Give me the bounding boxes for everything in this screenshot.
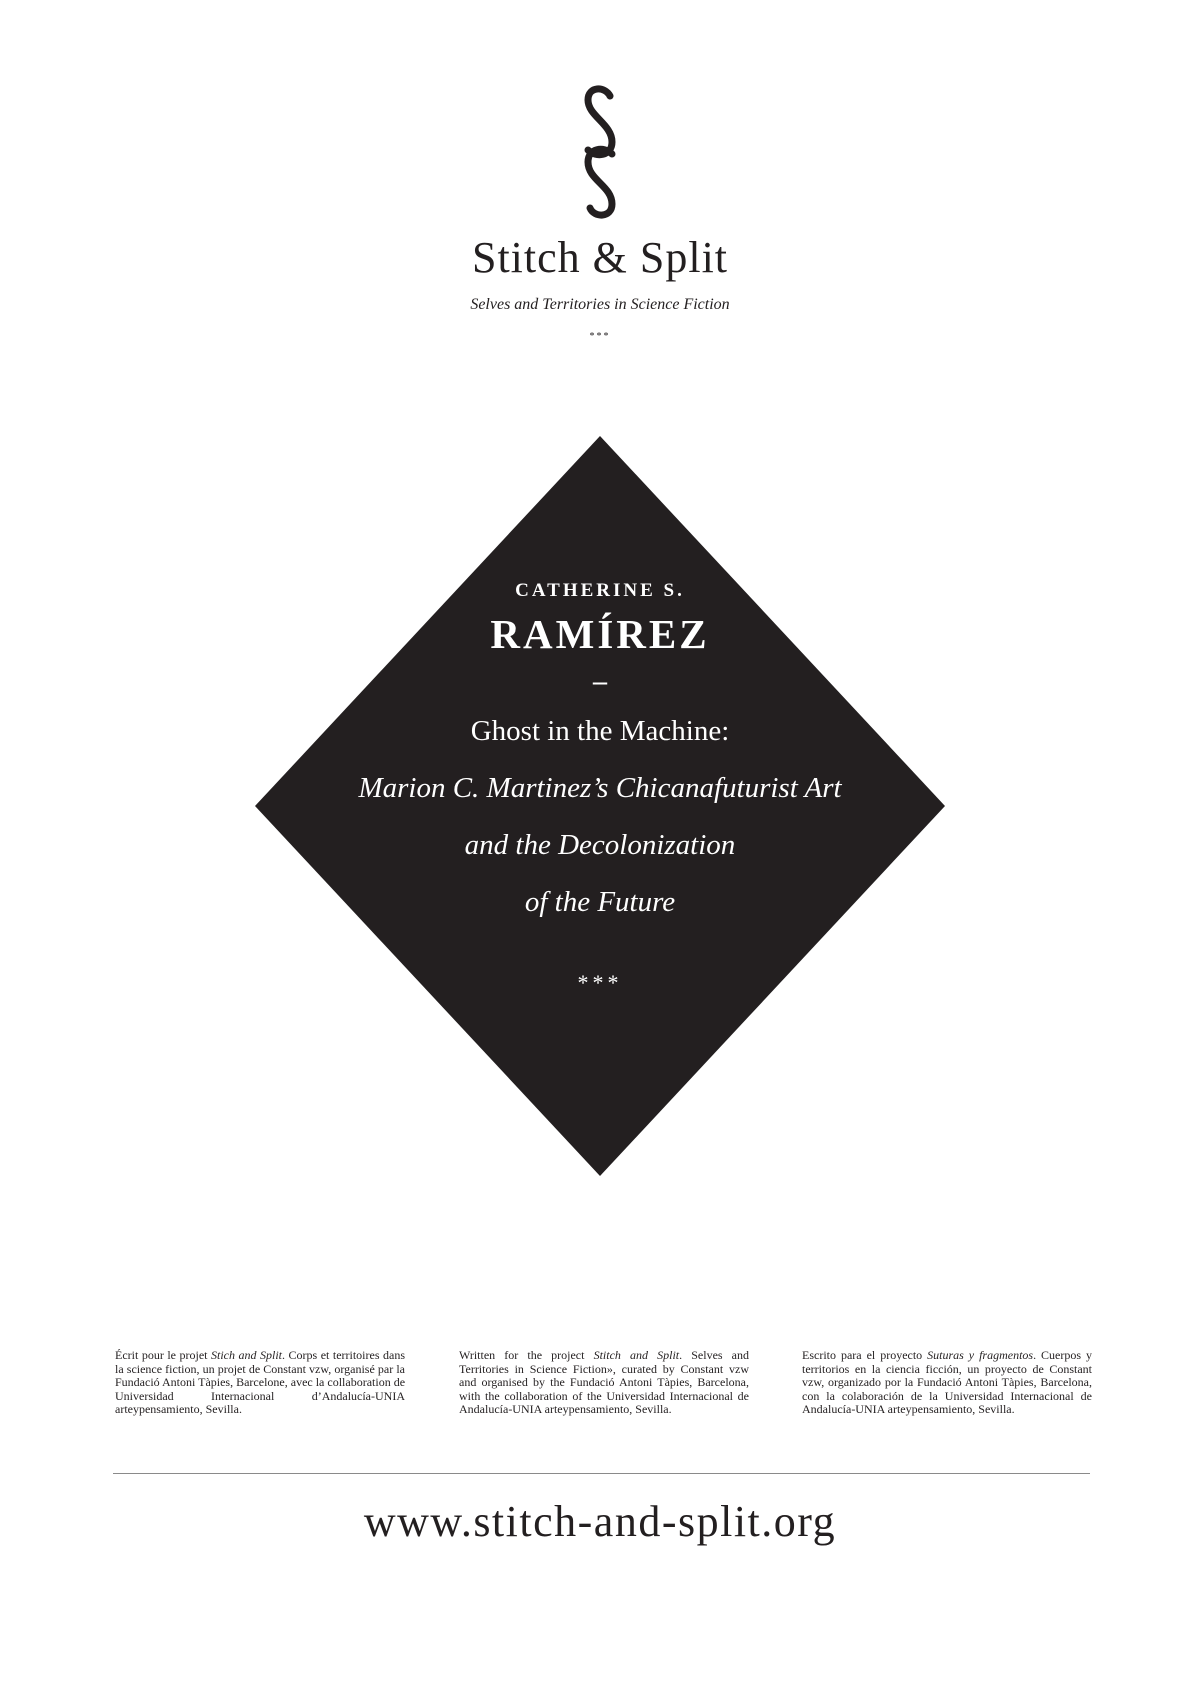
author-dash: – bbox=[593, 666, 607, 697]
brand-subtitle: Selves and Territories in Science Fiction bbox=[470, 296, 730, 313]
footer-url: www.stitch-and-split.org bbox=[363, 1497, 837, 1546]
essay-subtitle-line-3: of the Future bbox=[524, 886, 676, 918]
credit-english bbox=[459, 1349, 749, 1417]
credit-spanish-body: . Cuerpos y territorios en la ciencia ficción, un proyecto de Constant vzw, organizado por la Fundació Antoni Tàpies, Barcelona, con la colaboración de la Universidad Internacional de Andalucía-UNIA arteypensamiento, Sevilla. bbox=[802, 1348, 1093, 1416]
essay-subtitle-line-2: and the Decolonization bbox=[464, 829, 736, 861]
footer-divider bbox=[113, 1473, 1090, 1474]
credit-english-project: Stitch and Split bbox=[593, 1348, 680, 1362]
credit-spanish-project: Suturas y fragmentos bbox=[927, 1348, 1034, 1362]
credit-french bbox=[115, 1349, 405, 1417]
credit-spanish bbox=[802, 1349, 1092, 1417]
stitch-and-split-monogram-icon bbox=[570, 82, 630, 222]
credit-french-body: . Corps et territoires dans la science fiction, un projet de Constant vzw, organisé par la Fundació Antoni Tàpies, Barcelone, avec la collaboration de Universidad Internacional d’Andalucía-UNIA arteypensamiento, Sevilla. bbox=[115, 1348, 406, 1416]
credit-french-project: Stich and Split bbox=[211, 1348, 283, 1362]
essay-title: Ghost in the Machine: bbox=[470, 715, 730, 747]
essay-subtitle-line-1: Marion C. Martinez’s Chicanafuturist Art bbox=[358, 772, 842, 804]
brand-title: Stitch & Split bbox=[471, 233, 729, 282]
brand-stars: *** bbox=[589, 331, 611, 342]
credit-english-intro: Written for the project bbox=[459, 1348, 594, 1362]
credit-spanish-intro: Escrito para el proyecto bbox=[802, 1348, 928, 1362]
author-first-name: CATHERINE S. bbox=[515, 580, 685, 601]
credit-english-body: . Selves and Territories in Science Fiction», curated by Constant vzw and organised by the Fundació Antoni Tàpies, Barcelona, with the collaboration of the Universidad Internacional de Andalucía-UNIA arteypensamiento, Sevilla. bbox=[459, 1348, 749, 1416]
credit-french-intro: Écrit pour le projet bbox=[115, 1348, 211, 1362]
author-last-name: RAMÍREZ bbox=[490, 611, 710, 657]
diamond-stars: *** bbox=[577, 970, 623, 995]
title-diamond bbox=[255, 436, 945, 1176]
